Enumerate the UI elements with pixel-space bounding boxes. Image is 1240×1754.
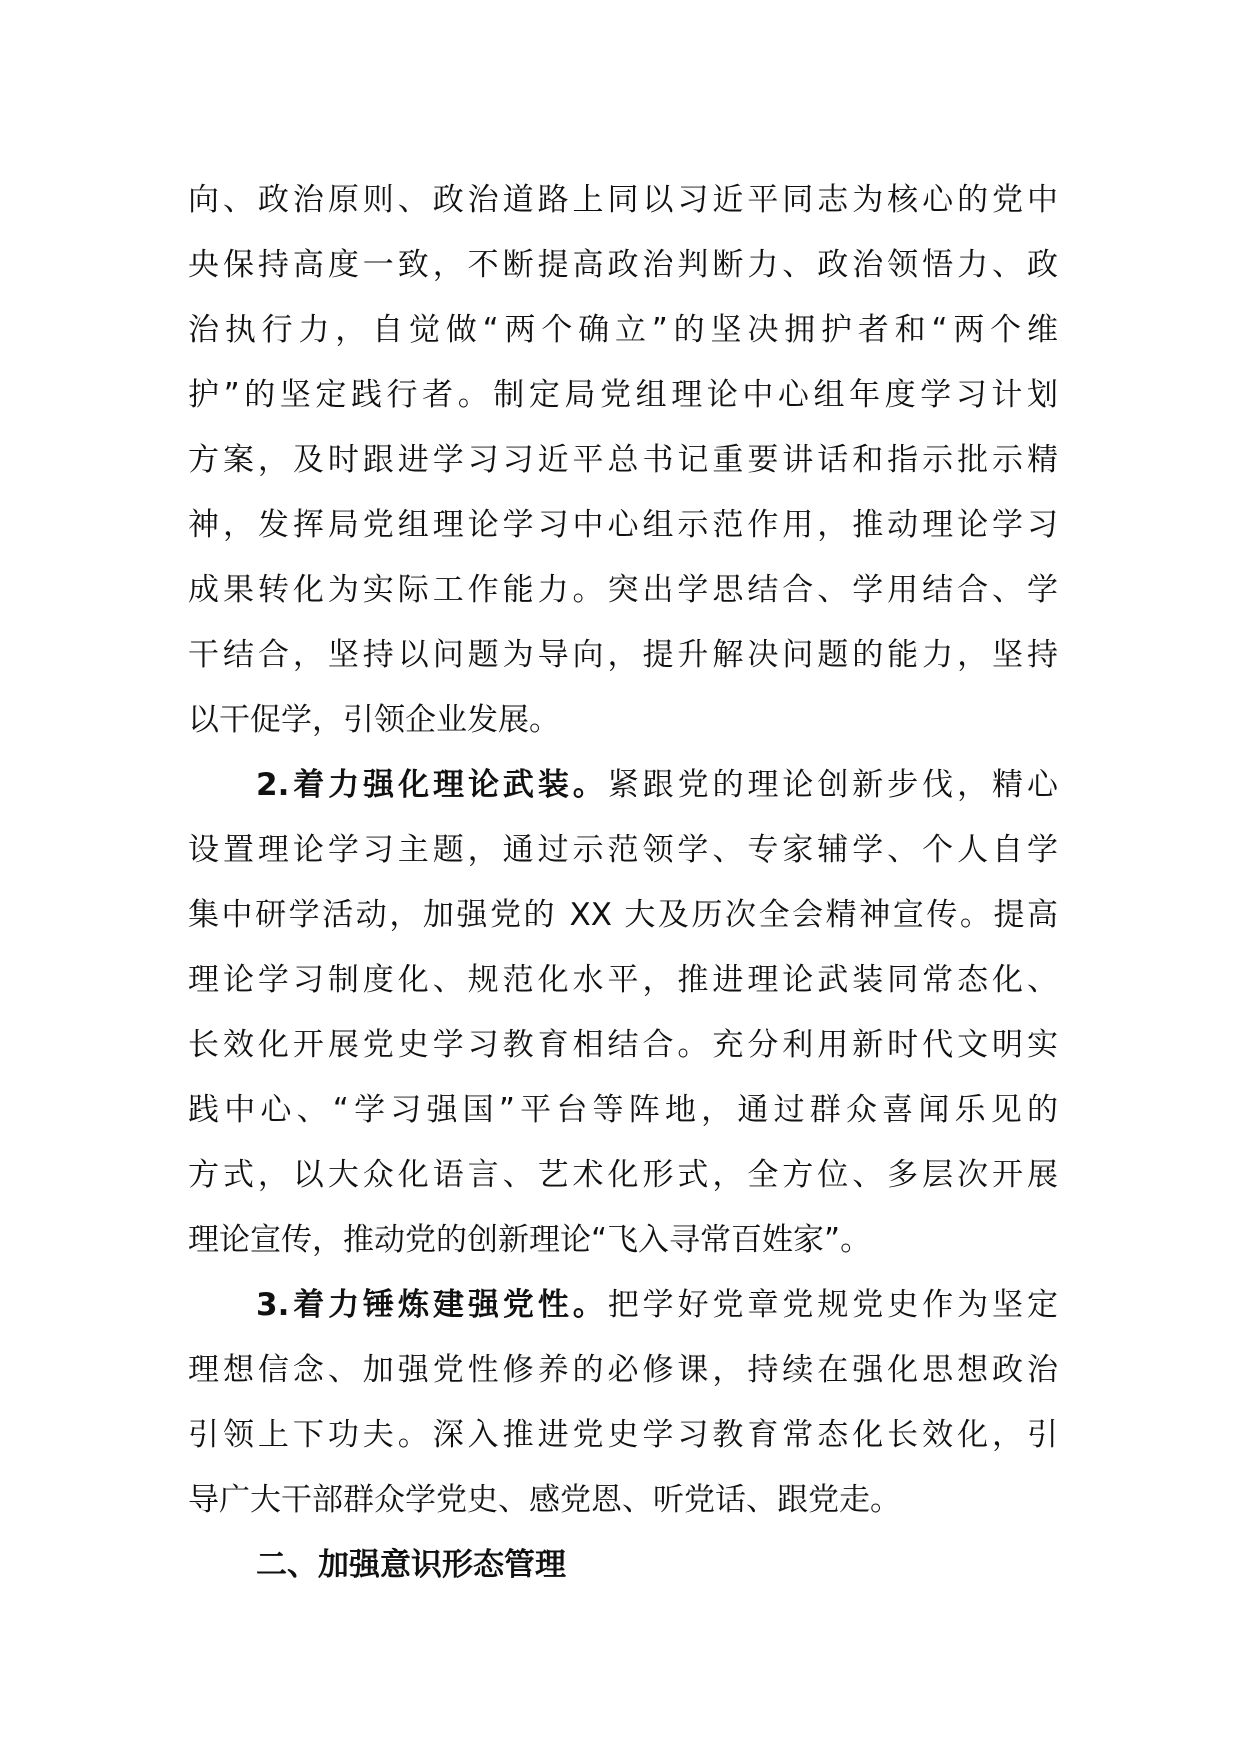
paragraph-2 [188, 753, 1058, 1273]
paragraph-2-line: 设置理论学习主题，通过示范领学、专家辅学、个人自学 [188, 832, 1058, 868]
paragraph-1-line: 成果转化为实际工作能力。突出学思结合、学用结合、学 [188, 572, 1058, 608]
paragraph-2-first-line [188, 753, 1058, 818]
document-body [188, 168, 1058, 1598]
paragraph-3-line: 理想信念、加强党性修养的必修课，持续在强化思想政治 [188, 1352, 1058, 1388]
paragraph-2-first-line-text: 紧跟党的理论创新步伐，精心 [607, 767, 1058, 803]
paragraph-3-line: 导广大干部群众学党史、感党恩、听党话、跟党走。 [188, 1482, 901, 1518]
paragraph-1-line: 治执行力，自觉做“两个确立”的坚决拥护者和“两个维 [188, 312, 1058, 348]
paragraph-2-line: 集中研学活动，加强党的 XX 大及历次全会精神宣传。提高 [188, 897, 1058, 933]
paragraph-2-line: 理论宣传，推动党的创新理论“飞入寻常百姓家”。 [188, 1222, 872, 1258]
paragraph-3-first-line [188, 1273, 1058, 1338]
paragraph-1-line: 央保持高度一致，不断提高政治判断力、政治领悟力、政 [188, 247, 1058, 283]
paragraph-2-heading: 2.着力强化理论武装。 [256, 767, 608, 803]
paragraph-1-line: 神，发挥局党组理论学习中心组示范作用，推动理论学习 [188, 507, 1058, 543]
paragraph-3-heading: 3.着力锤炼建强党性。 [256, 1287, 608, 1323]
paragraph-1-line: 方案，及时跟进学习习近平总书记重要讲话和指示批示精 [188, 442, 1058, 478]
paragraph-2-line: 理论学习制度化、规范化水平，推进理论武装同常态化、 [188, 962, 1058, 998]
paragraph-1 [188, 168, 1058, 753]
paragraph-3-line: 引领上下功夫。深入推进党史学习教育常态化长效化，引 [188, 1417, 1058, 1453]
paragraph-1-line: 以干促学，引领企业发展。 [188, 702, 560, 738]
paragraph-1-line: 向、政治原则、政治道路上同以习近平同志为核心的党中 [188, 182, 1058, 218]
paragraph-2-line: 长效化开展党史学习教育相结合。充分利用新时代文明实 [188, 1027, 1058, 1063]
paragraph-3 [188, 1273, 1058, 1533]
paragraph-1-line: 干结合，坚持以问题为导向，提升解决问题的能力，坚持 [188, 637, 1058, 673]
section-heading: 二、加强意识形态管理 [256, 1547, 566, 1583]
paragraph-3-first-line-text: 把学好党章党规党史作为坚定 [607, 1287, 1058, 1323]
paragraph-2-line: 方式，以大众化语言、艺术化形式，全方位、多层次开展 [188, 1157, 1058, 1193]
paragraph-1-line: 护”的坚定践行者。制定局党组理论中心组年度学习计划 [188, 377, 1058, 413]
paragraph-2-line: 践中心、“学习强国”平台等阵地，通过群众喜闻乐见的 [188, 1092, 1058, 1128]
